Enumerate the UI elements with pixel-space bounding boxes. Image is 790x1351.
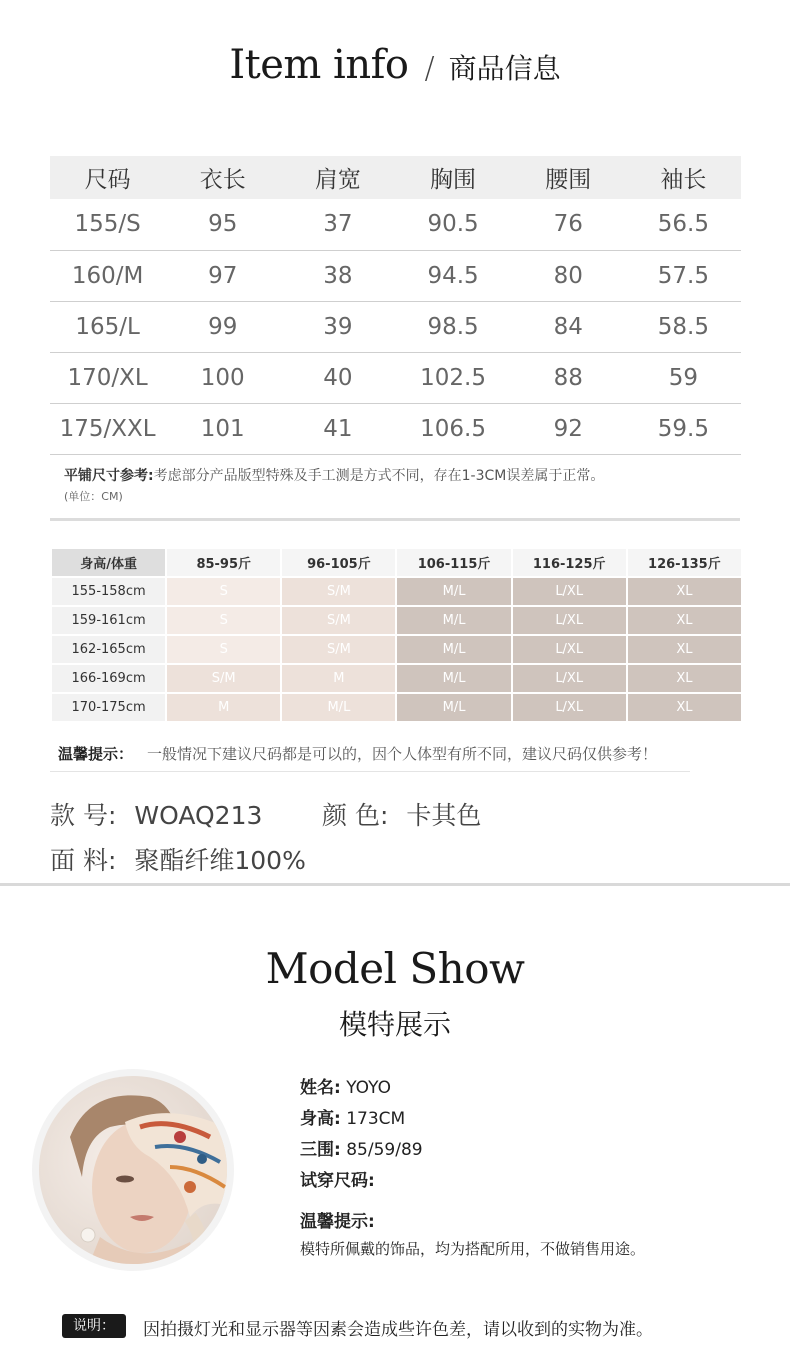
table-row: [50, 403, 741, 454]
table-cell: 175/XXL: [50, 403, 165, 454]
size-tip-label: 温馨提示：: [58, 745, 134, 763]
table-cell: 41: [280, 403, 395, 454]
hw-height-cell: 170-175cm: [52, 694, 165, 721]
hw-size-cell: M/L: [397, 665, 510, 692]
model-measurements: [300, 1135, 423, 1160]
product-fabric-value: 聚酯纤维100%: [134, 846, 306, 875]
hw-size-cell: S/M: [282, 607, 395, 634]
table-cell: 92: [511, 403, 626, 454]
product-code: [50, 796, 262, 832]
hw-size-cell: L/XL: [513, 636, 626, 663]
height-weight-table: [50, 547, 743, 723]
hw-size-cell: M/L: [397, 694, 510, 721]
hw-height-cell: 166-169cm: [52, 665, 165, 692]
table-cell: 58.5: [626, 301, 741, 352]
flat-size-note-label: 平铺尺寸参考:: [64, 468, 154, 484]
table-cell: 165/L: [50, 301, 165, 352]
note-badge: 说明：: [62, 1314, 126, 1338]
model-height-value: 173CM: [346, 1109, 406, 1129]
model-name-value: YOYO: [346, 1078, 391, 1098]
table-cell: 39: [280, 301, 395, 352]
table-cell: 88: [511, 352, 626, 403]
model-height-label: 身高:: [300, 1109, 341, 1129]
note-text: 因拍摄灯光和显示器等因素会造成些许色差，请以收到的实物为准。: [143, 1320, 653, 1340]
hw-height-cell: 155-158cm: [52, 578, 165, 605]
model-name: [300, 1073, 391, 1098]
model-tip-label-text: 温馨提示:: [300, 1212, 375, 1232]
hw-size-cell: L/XL: [513, 607, 626, 634]
hw-header-row: [52, 549, 741, 576]
table-row: [50, 352, 741, 403]
product-fabric: [50, 841, 306, 877]
header-cell-shoulder: 肩宽: [280, 156, 395, 199]
table-cell: 97: [165, 250, 280, 301]
hw-corner-cell: 身高/体重: [52, 549, 165, 576]
model-measurements-value: 85/59/89: [346, 1140, 423, 1160]
table-cell: 37: [280, 199, 395, 250]
hw-weight-header: 96-105斤: [282, 549, 395, 576]
hw-size-cell: S: [167, 636, 280, 663]
item-info-header: [0, 42, 790, 88]
hw-size-cell: M/L: [397, 607, 510, 634]
table-cell: 155/S: [50, 199, 165, 250]
table-row: [52, 578, 741, 605]
table-cell: 94.5: [395, 250, 510, 301]
size-table: [50, 156, 741, 455]
product-fabric-label: 面 料:: [50, 846, 117, 875]
table-row: [52, 607, 741, 634]
hw-height-cell: 162-165cm: [52, 636, 165, 663]
table-cell: 90.5: [395, 199, 510, 250]
hw-size-cell: L/XL: [513, 665, 626, 692]
table-cell: 99: [165, 301, 280, 352]
table-row: [52, 636, 741, 663]
table-cell: 106.5: [395, 403, 510, 454]
title-slash: /: [424, 51, 435, 86]
table-cell: 101: [165, 403, 280, 454]
header-cell-bust: 胸围: [395, 156, 510, 199]
header-cell-waist: 腰围: [511, 156, 626, 199]
hw-weight-header: 106-115斤: [397, 549, 510, 576]
table-cell: 57.5: [626, 250, 741, 301]
table-cell: 56.5: [626, 199, 741, 250]
item-info-title-zh: 商品信息: [448, 52, 561, 85]
table-cell: 40: [280, 352, 395, 403]
model-height: [300, 1104, 405, 1129]
model-measurements-label: 三围:: [300, 1140, 341, 1160]
flat-size-note: [64, 465, 604, 485]
hw-weight-header: 85-95斤: [167, 549, 280, 576]
table-cell: 59: [626, 352, 741, 403]
hw-size-cell: XL: [628, 578, 741, 605]
divider: [50, 771, 690, 772]
table-cell: 59.5: [626, 403, 741, 454]
hw-size-cell: XL: [628, 636, 741, 663]
table-row: [52, 665, 741, 692]
model-avatar: [30, 1067, 236, 1273]
hw-height-cell: 159-161cm: [52, 607, 165, 634]
table-cell: 38: [280, 250, 395, 301]
table-cell: 100: [165, 352, 280, 403]
hw-size-cell: XL: [628, 665, 741, 692]
item-info-title-en: Item info: [229, 42, 409, 88]
product-color-label: 颜 色:: [322, 801, 389, 830]
header-cell-length: 衣长: [165, 156, 280, 199]
hw-size-cell: M: [282, 665, 395, 692]
product-color-value: 卡其色: [406, 801, 482, 830]
table-cell: 80: [511, 250, 626, 301]
table-cell: 102.5: [395, 352, 510, 403]
hw-size-cell: XL: [628, 607, 741, 634]
divider: [50, 518, 740, 521]
hw-size-cell: S/M: [282, 578, 395, 605]
unit-note: (单位：CM): [64, 490, 123, 503]
table-cell: 84: [511, 301, 626, 352]
hw-size-cell: S: [167, 578, 280, 605]
header-cell-sleeve: 袖长: [626, 156, 741, 199]
table-row: [52, 694, 741, 721]
product-color: [322, 796, 481, 832]
hw-size-cell: M/L: [397, 636, 510, 663]
table-cell: 160/M: [50, 250, 165, 301]
hw-size-cell: S: [167, 607, 280, 634]
section-divider: [0, 883, 790, 886]
hw-size-cell: S/M: [282, 636, 395, 663]
product-code-value: WOAQ213: [134, 801, 263, 830]
hw-size-cell: M: [167, 694, 280, 721]
table-cell: 76: [511, 199, 626, 250]
table-cell: 170/XL: [50, 352, 165, 403]
header-cell-size: 尺码: [50, 156, 165, 199]
size-tip: [58, 743, 657, 764]
model-tip-label: [300, 1207, 375, 1232]
hw-size-cell: XL: [628, 694, 741, 721]
model-show-title-zh: 模特展示: [338, 1008, 451, 1041]
size-table-header-row: [50, 156, 741, 199]
hw-size-cell: L/XL: [513, 578, 626, 605]
flat-size-note-text: 考虑部分产品版型特殊及手工测是方式不同，存在1-3CM误差属于正常。: [153, 468, 605, 484]
hw-size-cell: L/XL: [513, 694, 626, 721]
model-name-label: 姓名:: [300, 1078, 341, 1098]
size-tip-text: 一般情况下建议尺码都是可以的，因个人体型有所不同，建议尺码仅供参考！: [147, 745, 658, 763]
table-cell: 95: [165, 199, 280, 250]
hw-weight-header: 116-125斤: [513, 549, 626, 576]
hw-weight-header: 126-135斤: [628, 549, 741, 576]
model-try-size-label: 试穿尺码:: [300, 1171, 375, 1191]
hw-size-cell: M/L: [397, 578, 510, 605]
model-tip-text: 模特所佩戴的饰品，均为搭配所用，不做销售用途。: [300, 1240, 646, 1258]
table-row: [50, 301, 741, 352]
table-row: [50, 250, 741, 301]
hw-size-cell: S/M: [167, 665, 280, 692]
table-row: [50, 199, 741, 250]
model-try-size: [300, 1166, 375, 1191]
product-code-label: 款 号:: [50, 801, 117, 830]
table-cell: 98.5: [395, 301, 510, 352]
hw-size-cell: M/L: [282, 694, 395, 721]
model-show-title-en: Model Show: [265, 944, 525, 993]
